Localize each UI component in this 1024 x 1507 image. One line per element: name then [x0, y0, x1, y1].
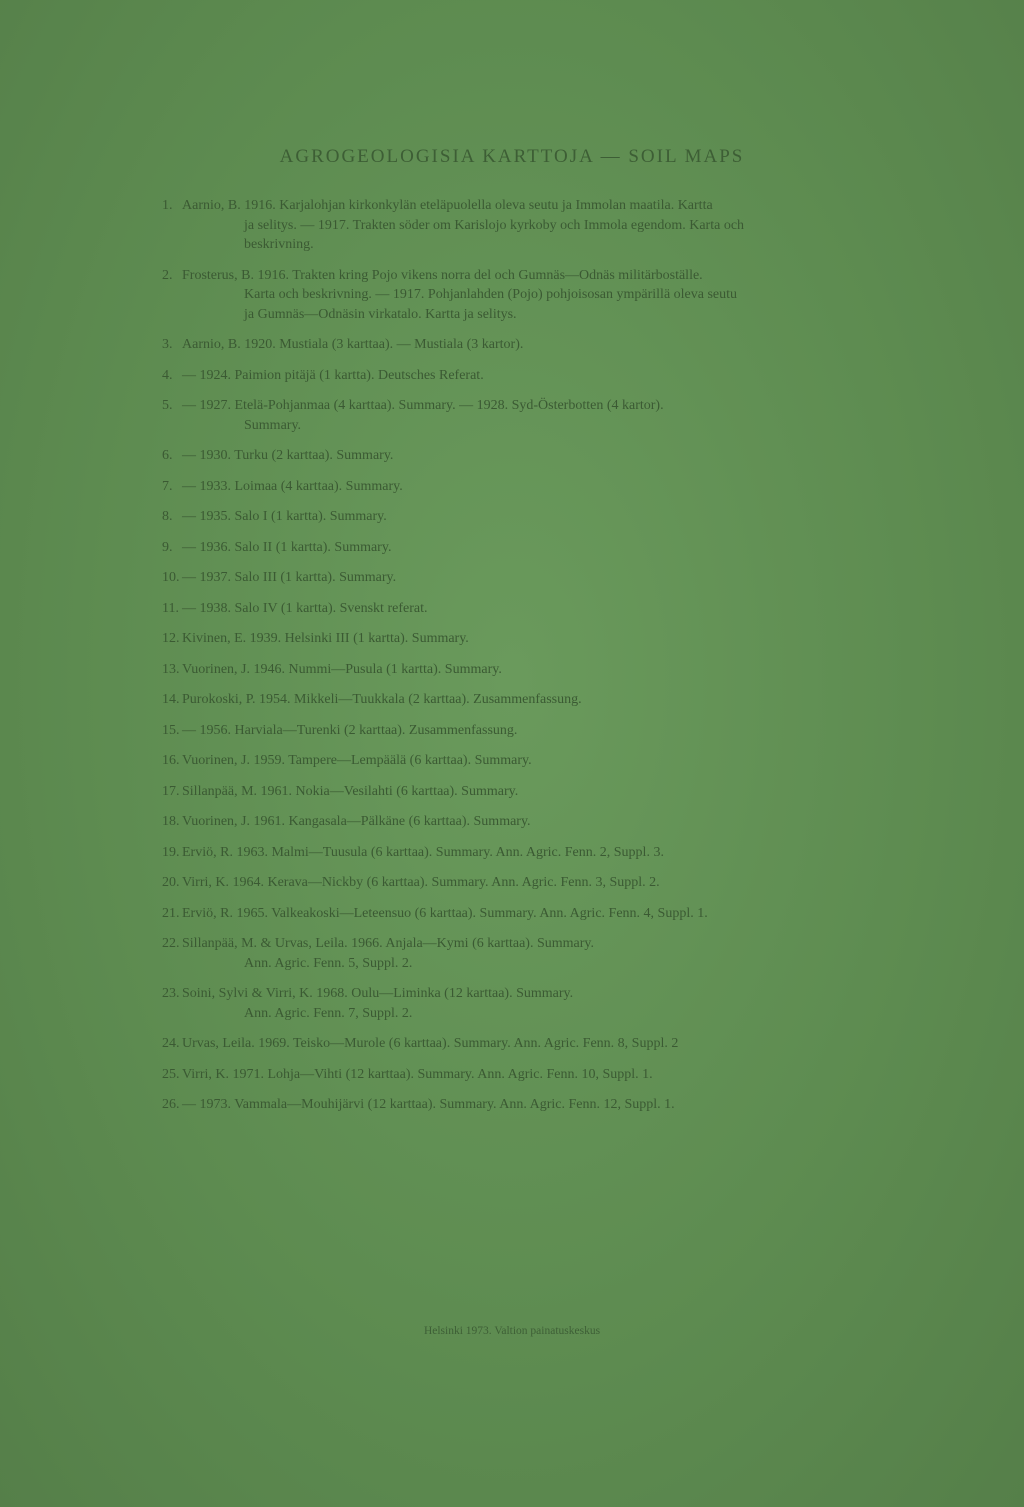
entry-number: 10.: [162, 570, 180, 585]
entry-text: Virri, K. 1964. Kerava—Nickby (6 karttaa). Summary. Ann. Agric. Fenn. 3, Suppl. 2.: [182, 875, 660, 890]
entry-number: 22.: [162, 936, 180, 951]
entry-text: Frosterus, B. 1916. Trakten kring Pojo vikens norra del och Gumnäs—Odnäs militärboställe.: [182, 267, 703, 283]
entry-number: 12.: [162, 631, 180, 646]
entry-text: Erviö, R. 1965. Valkeakoski—Leteensuo (6 karttaa). Summary. Ann. Agric. Fenn. 4, Suppl. 1.: [182, 905, 708, 921]
entry-number: 18.: [162, 814, 180, 829]
list-item: [162, 538, 942, 558]
entry-number: 25.: [162, 1066, 180, 1082]
entry-number: 4.: [162, 367, 173, 383]
entry-text-continuation: ja Gumnäs—Odnäsin virkatalo. Kartta ja selitys.: [244, 306, 517, 322]
entry-text: — 1973. Vammala—Mouhijärvi (12 karttaa). Summary. Ann. Agric. Fenn. 12, Suppl. 1.: [182, 1097, 675, 1112]
entry-number: 1.: [162, 198, 173, 213]
entry-text-continuation: beskrivning.: [244, 237, 314, 252]
entry-number: 14.: [162, 692, 180, 707]
list-item: [162, 568, 942, 588]
entry-number: 8.: [162, 509, 173, 524]
entry-text: — 1938. Salo IV (1 kartta). Svenskt referat.: [182, 600, 428, 616]
entry-text-continuation: Ann. Agric. Fenn. 5, Suppl. 2.: [244, 955, 413, 971]
list-item: [162, 934, 942, 973]
entry-text: — 1956. Harviala—Turenki (2 karttaa). Zusammenfassung.: [182, 722, 518, 738]
entry-number: 2.: [162, 267, 173, 283]
entry-number: 16.: [162, 753, 180, 768]
entry-text-continuation: Summary.: [244, 417, 302, 433]
entry-text: Erviö, R. 1963. Malmi—Tuusula (6 karttaa). Summary. Ann. Agric. Fenn. 2, Suppl. 3.: [182, 844, 664, 860]
entry-number: 26.: [162, 1097, 180, 1112]
entry-text: Vuorinen, J. 1959. Tampere—Lempäälä (6 karttaa). Summary.: [182, 753, 532, 768]
entry-number: 3.: [162, 337, 173, 352]
entry-text: Vuorinen, J. 1946. Nummi—Pusula (1 kartta). Summary.: [182, 661, 502, 677]
list-item: [162, 366, 942, 386]
list-item: [162, 629, 942, 649]
entry-text: Urvas, Leila. 1969. Teisko—Murole (6 karttaa). Summary. Ann. Agric. Fenn. 8, Suppl. 2: [182, 1036, 679, 1051]
list-item: [162, 1034, 942, 1054]
entry-number: 19.: [162, 844, 180, 860]
list-item: [162, 507, 942, 527]
entry-text: — 1937. Salo III (1 kartta). Summary.: [182, 570, 397, 585]
page-title: AGROGEOLOGISIA KARTTOJA — SOIL MAPS: [279, 146, 745, 167]
entry-text: Sillanpää, M. & Urvas, Leila. 1966. Anjala—Kymi (6 karttaa). Summary.: [182, 936, 595, 951]
entry-number: 17.: [162, 783, 180, 799]
list-item: [162, 873, 942, 893]
entry-number: 21.: [162, 905, 180, 921]
entry-text: — 1927. Etelä-Pohjanmaa (4 karttaa). Summary. — 1928. Syd-Österbotten (4 kartor).: [182, 398, 664, 413]
entry-text: Aarnio, B. 1920. Mustiala (3 karttaa). — Mustiala (3 kartor).: [182, 337, 524, 352]
entry-text: — 1936. Salo II (1 kartta). Summary.: [182, 539, 392, 555]
entry-number: 15.: [162, 722, 180, 738]
list-item: [162, 1065, 942, 1085]
entry-text-continuation: Ann. Agric. Fenn. 7, Suppl. 2.: [244, 1005, 413, 1021]
entry-text-continuation: ja selitys. — 1917. Trakten söder om Karislojo kyrkoby och Immola egendom. Karta och: [244, 217, 745, 233]
entry-text: Aarnio, B. 1916. Karjalohjan kirkonkylän eteläpuolella oleva seutu ja Immolan maatila. Kartta: [182, 198, 713, 213]
entry-text: Vuorinen, J. 1961. Kangasala—Pälkäne (6 karttaa). Summary.: [182, 814, 531, 829]
list-item: [162, 335, 942, 355]
entry-text: — 1935. Salo I (1 kartta). Summary.: [182, 509, 387, 524]
list-item: [162, 721, 942, 741]
publisher-imprint: Helsinki 1973. Valtion painatuskeskus: [423, 1325, 601, 1337]
list-item: [162, 196, 942, 255]
list-item: [162, 751, 942, 771]
entry-text: — 1924. Paimion pitäjä (1 kartta). Deutsches Referat.: [182, 367, 484, 383]
entry-text: — 1933. Loimaa (4 karttaa). Summary.: [182, 478, 403, 494]
list-item: [162, 782, 942, 802]
entry-number: 7.: [162, 478, 173, 494]
list-item: [162, 984, 942, 1023]
entry-text: Sillanpää, M. 1961. Nokia—Vesilahti (6 karttaa). Summary.: [182, 783, 519, 799]
entry-number: 5.: [162, 398, 173, 413]
entry-number: 11.: [162, 600, 179, 616]
list-item: [162, 446, 942, 466]
entry-text-continuation: Karta och beskrivning. — 1917. Pohjanlahden (Pojo) pohjoisosan ympärillä oleva seutu: [244, 287, 738, 302]
list-item: [162, 904, 942, 924]
entry-text: Purokoski, P. 1954. Mikkeli—Tuukkala (2 karttaa). Zusammenfassung.: [182, 692, 582, 707]
entry-number: 23.: [162, 986, 180, 1001]
entry-number: 6.: [162, 448, 173, 463]
entry-number: 24.: [162, 1036, 180, 1051]
list-item: [162, 690, 942, 710]
entry-number: 20.: [162, 875, 180, 890]
list-item: [162, 660, 942, 680]
entry-text: Virri, K. 1971. Lohja—Vihti (12 karttaa). Summary. Ann. Agric. Fenn. 10, Suppl. 1.: [182, 1066, 653, 1082]
entry-text: Kivinen, E. 1939. Helsinki III (1 kartta). Summary.: [182, 631, 469, 646]
entry-number: 9.: [162, 539, 173, 555]
entry-text: — 1930. Turku (2 karttaa). Summary.: [182, 448, 394, 463]
soil-map-list: [162, 196, 942, 1126]
list-item: [162, 1095, 942, 1115]
entry-text: Soini, Sylvi & Virri, K. 1968. Oulu—Liminka (12 karttaa). Summary.: [182, 986, 574, 1001]
list-item: [162, 266, 942, 325]
list-item: [162, 843, 942, 863]
list-item: [162, 396, 942, 435]
entry-number: 13.: [162, 661, 180, 677]
list-item: [162, 477, 942, 497]
list-item: [162, 599, 942, 619]
list-item: [162, 812, 942, 832]
